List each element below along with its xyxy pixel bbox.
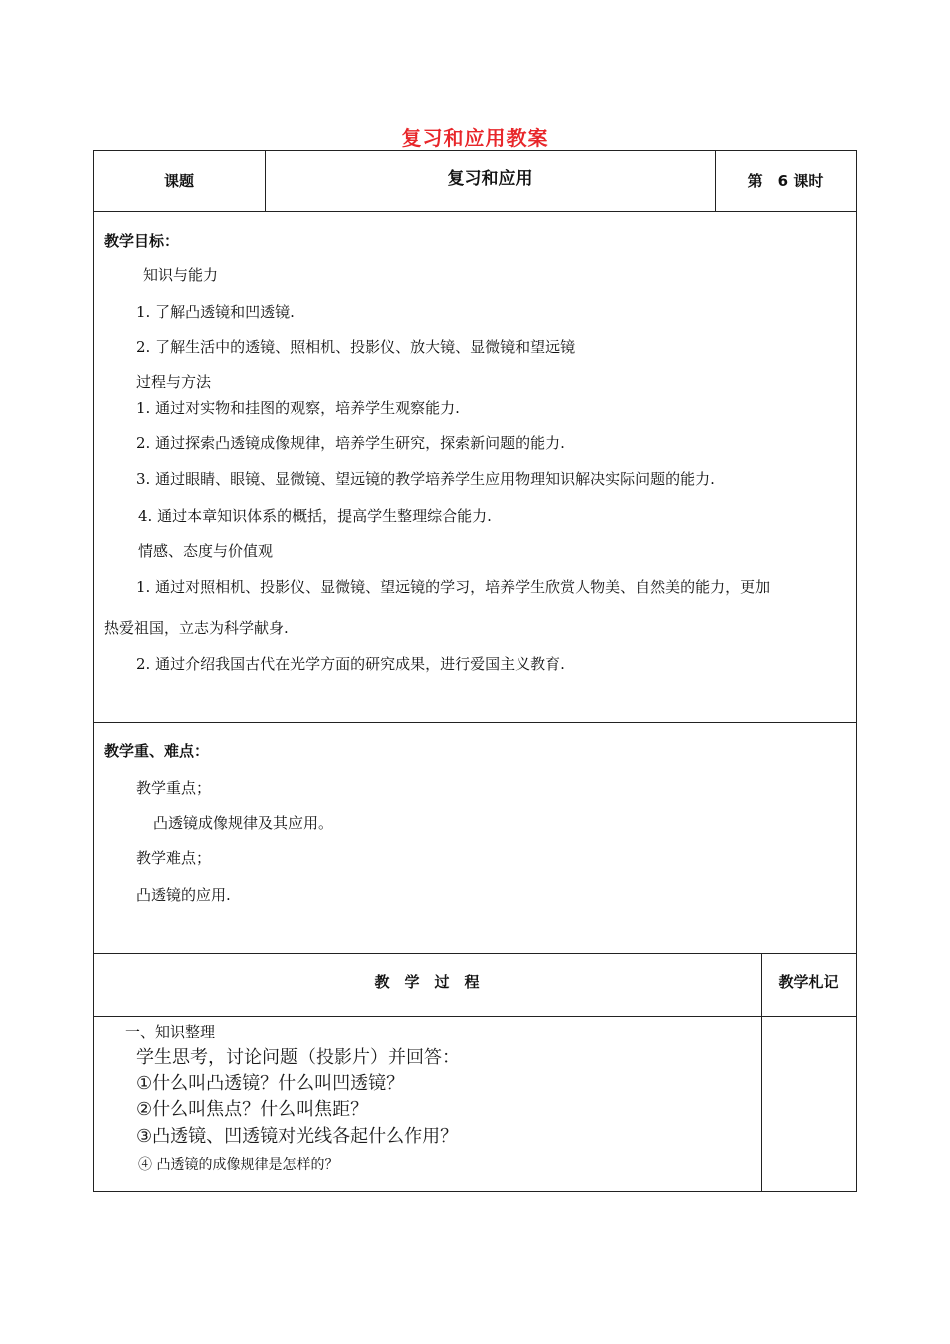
table-border-top xyxy=(93,150,857,151)
header-label: 课题 xyxy=(163,172,194,190)
row-divider xyxy=(93,953,857,954)
objective-line: 3. 通过眼睛、眼镜、显微镜、望远镜的教学培养学生应用物理知识解决实际问题的能力. xyxy=(136,470,715,488)
keypoint-line: 教学重点； xyxy=(136,779,212,797)
objective-line: 热爱祖国，立志为科学献身. xyxy=(104,619,289,637)
objective-line: 1. 通过对实物和挂图的观察，培养学生观察能力. xyxy=(136,399,460,417)
keypoint-line: 凸透镜的应用. xyxy=(136,886,231,904)
page-title: 复习和应用教案 xyxy=(401,126,549,150)
notes-heading: 教学札记 xyxy=(778,973,839,991)
row-divider xyxy=(93,211,857,212)
row-divider xyxy=(93,1016,857,1017)
lesson-topic: 复习和应用 xyxy=(447,169,533,189)
question-line: ④ 凸透镜的成像规律是怎样的？ xyxy=(138,1157,339,1173)
lesson-plan-table xyxy=(93,150,857,1192)
objective-line: 1. 通过对照相机、投影仪、显微镜、望远镜的学习，培养学生欣赏人物美、自然美的能力，更加 xyxy=(136,578,771,596)
objective-line: 1. 了解凸透镜和凹透镜. xyxy=(136,303,295,321)
section-title: 一、知识整理 xyxy=(125,1023,216,1041)
discussion-prompt: 学生思考，讨论问题（投影片）并回答： xyxy=(136,1047,460,1068)
keypoints-heading: 教学重、难点： xyxy=(104,742,210,760)
objective-line: 过程与方法 xyxy=(136,373,212,391)
question-line: ③凸透镜、凹透镜对光线各起什么作用？ xyxy=(136,1126,459,1147)
table-border-bottom xyxy=(93,1191,857,1192)
process-heading: 教 学 过 程 xyxy=(374,973,480,991)
keypoint-line: 教学难点； xyxy=(136,849,212,867)
question-line: ②什么叫焦点？什么叫焦距？ xyxy=(136,1099,369,1120)
table-border-right xyxy=(856,150,857,1192)
question-line: ①什么叫凸透镜？什么叫凹透镜？ xyxy=(136,1073,405,1094)
objective-line: 知识与能力 xyxy=(143,266,219,284)
objective-line: 2. 了解生活中的透镜、照相机、投影仪、放大镜、显微镜和望远镜 xyxy=(136,338,576,356)
objectives-heading: 教学目标： xyxy=(104,232,180,250)
objective-line: 2. 通过探索凸透镜成像规律，培养学生研究，探索新问题的能力. xyxy=(136,434,565,452)
objective-line: 情感、态度与价值观 xyxy=(138,542,274,560)
row-divider xyxy=(93,722,857,723)
objective-line: 2. 通过介绍我国古代在光学方面的研究成果，进行爱国主义教育. xyxy=(136,655,565,673)
lesson-number: 第 6 课时 xyxy=(747,172,824,190)
objective-line: 4. 通过本章知识体系的概括，提高学生整理综合能力. xyxy=(138,507,492,525)
keypoint-line: 凸透镜成像规律及其应用。 xyxy=(153,814,334,832)
table-border-left xyxy=(93,150,94,1192)
